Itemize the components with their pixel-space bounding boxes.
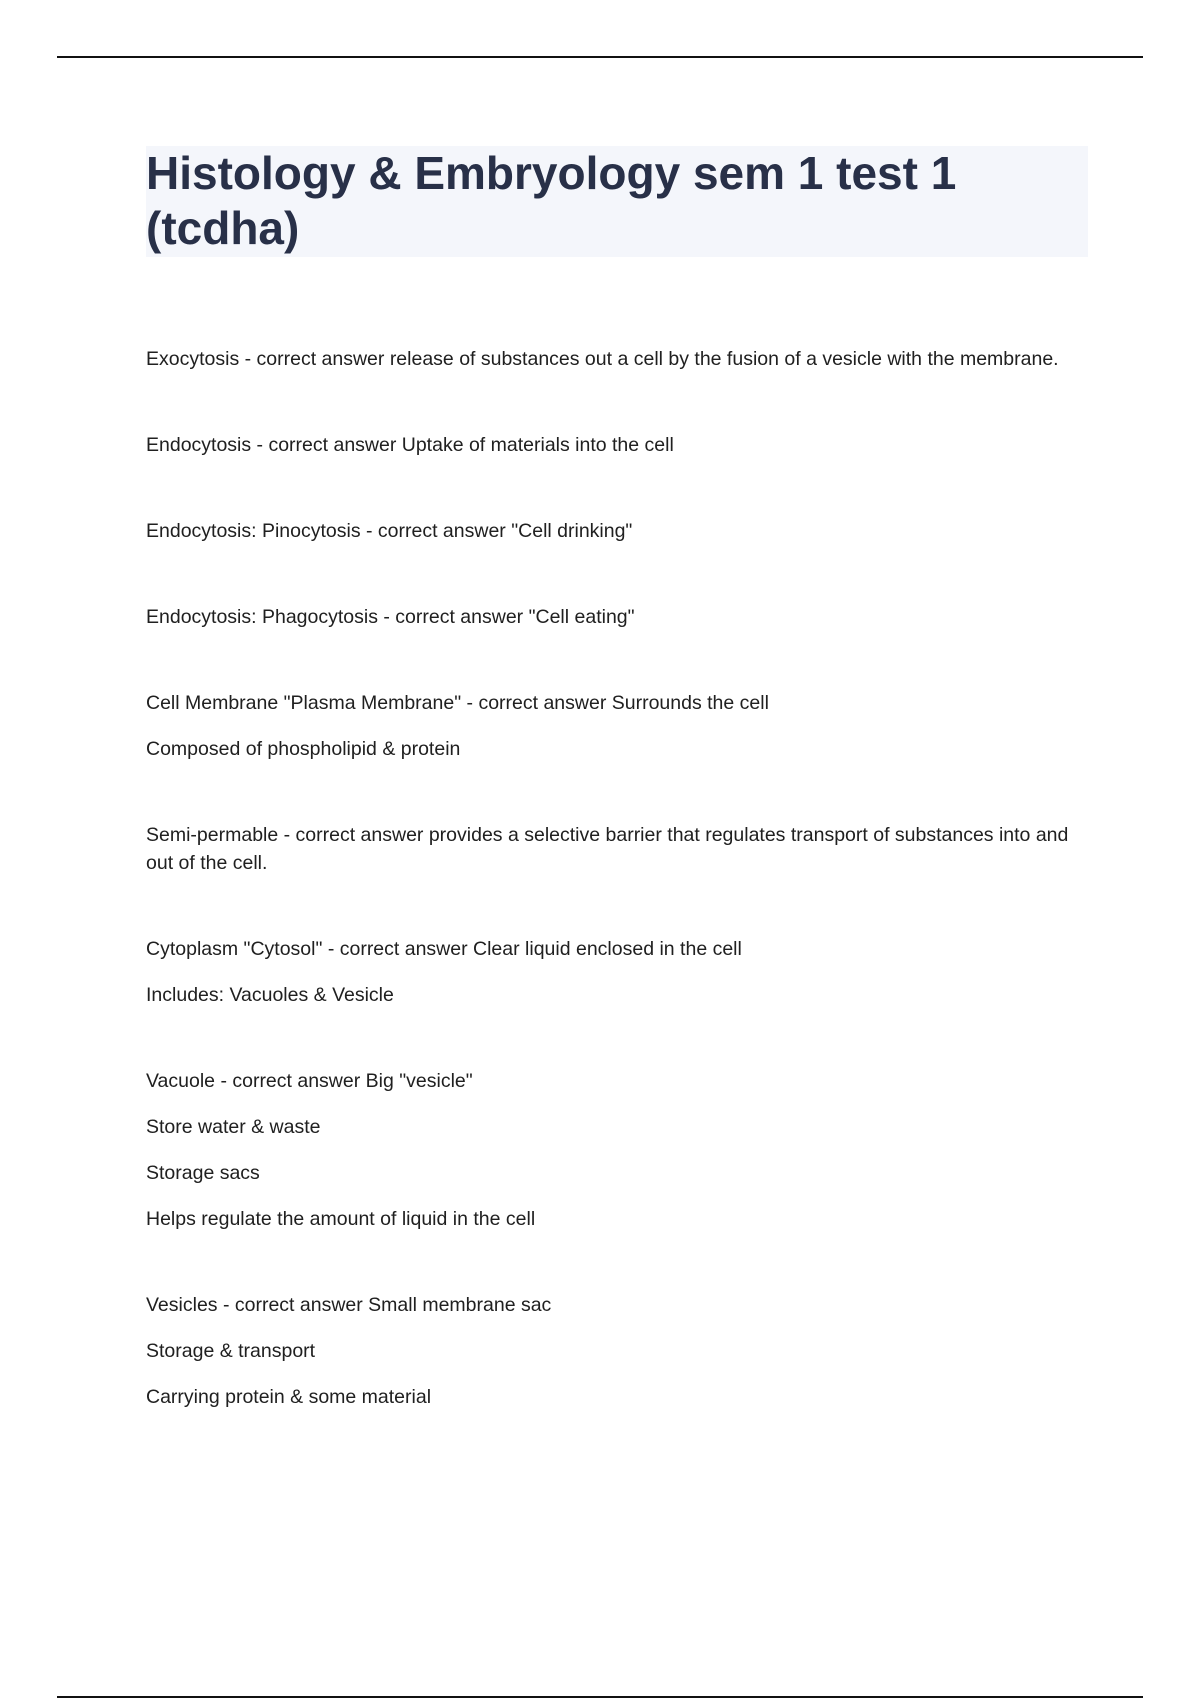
- entry-line: Vesicles - correct answer Small membrane sac: [146, 1294, 552, 1316]
- top-divider: [57, 56, 1143, 58]
- entry-line: Helps regulate the amount of liquid in the cell: [146, 1208, 536, 1230]
- entry-line: Vacuole - correct answer Big "vesicle": [146, 1070, 473, 1092]
- entry-line: Endocytosis - correct answer Uptake of materials into the cell: [146, 434, 674, 456]
- entry-line: Semi-permable - correct answer provides a selective barrier that regulates transport of substances into and out of the cell.: [146, 824, 1069, 874]
- flashcard-list: [146, 345, 1096, 1469]
- entry-line: Exocytosis - correct answer release of substances out a cell by the fusion of a vesicle with the membrane.: [146, 348, 1059, 370]
- entry-line: Endocytosis: Phagocytosis - correct answer "Cell eating": [146, 606, 635, 628]
- flashcard-entry: [146, 603, 1096, 631]
- entry-line: Cytoplasm "Cytosol" - correct answer Clear liquid enclosed in the cell: [146, 938, 742, 960]
- flashcard-entry: [146, 689, 1096, 763]
- entry-line: Endocytosis: Pinocytosis - correct answer "Cell drinking": [146, 520, 633, 542]
- entry-line: Storage & transport: [146, 1340, 316, 1362]
- entry-line: Cell Membrane "Plasma Membrane" - correct answer Surrounds the cell: [146, 692, 769, 714]
- entry-line: Includes: Vacuoles & Vesicle: [146, 984, 394, 1006]
- entry-line: Store water & waste: [146, 1116, 321, 1138]
- title-banner: [146, 146, 1088, 257]
- flashcard-entry: [146, 1291, 1096, 1411]
- entry-line: Composed of phospholipid & protein: [146, 738, 461, 760]
- flashcard-entry: [146, 935, 1096, 1009]
- entry-line: Storage sacs: [146, 1162, 260, 1184]
- flashcard-entry: [146, 821, 1096, 877]
- flashcard-entry: [146, 431, 1096, 459]
- bottom-divider: [57, 1696, 1143, 1698]
- flashcard-entry: [146, 345, 1096, 373]
- entry-line: Carrying protein & some material: [146, 1386, 432, 1408]
- document-title: Histology & Embryology sem 1 test 1 (tcdha): [146, 147, 957, 254]
- flashcard-entry: [146, 1067, 1096, 1233]
- flashcard-entry: [146, 517, 1096, 545]
